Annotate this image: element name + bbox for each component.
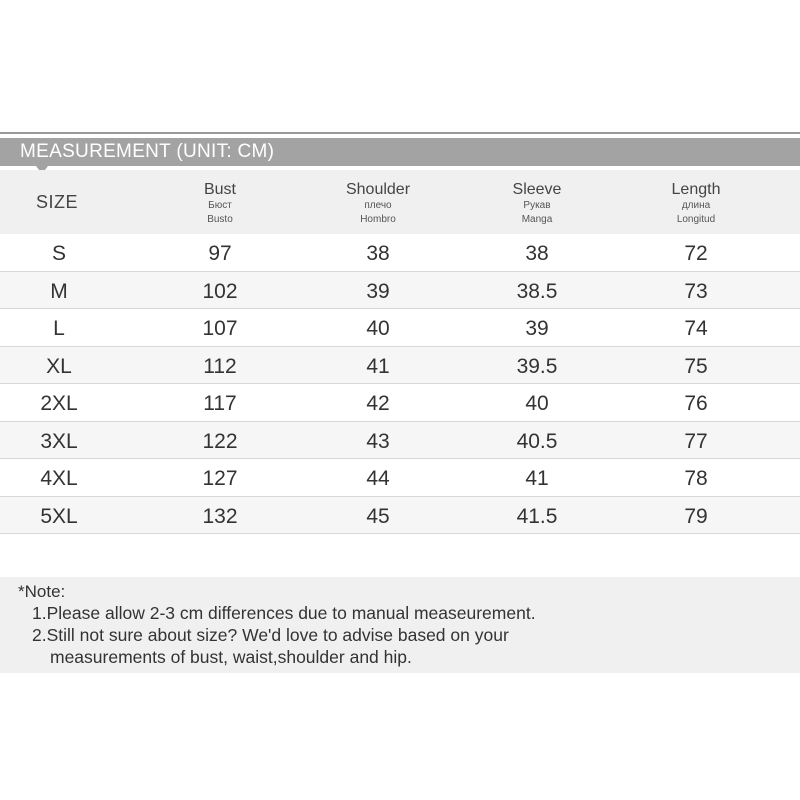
shoulder-header-es: Hombro xyxy=(360,214,396,225)
table-row xyxy=(0,309,800,347)
length-column-header xyxy=(636,181,756,227)
note-line-2: 2.Still not sure about size? We'd love to advise based on your xyxy=(32,625,509,645)
bust-cell: 107 xyxy=(202,317,238,340)
bust-cell: 117 xyxy=(203,392,237,415)
shoulder-header-ru: плечо xyxy=(364,200,392,211)
sleeve-header-es: Manga xyxy=(521,214,553,225)
notes-box xyxy=(0,577,800,673)
bust-header-es: Busto xyxy=(207,214,233,225)
note-line-1: 1.Please allow 2-3 cm differences due to manual measeurement. xyxy=(32,603,536,623)
table-row xyxy=(0,272,800,310)
sleeve-cell: 41.5 xyxy=(516,504,558,528)
table-row xyxy=(0,497,800,535)
table-row xyxy=(0,422,800,460)
bust-column-header xyxy=(160,181,280,227)
size-cell: 2XL xyxy=(40,392,78,415)
table-header-row xyxy=(0,170,800,234)
size-cell: 3XL xyxy=(40,429,78,453)
size-cell: 4XL xyxy=(40,467,78,490)
size-cell: 5XL xyxy=(40,504,78,528)
bust-cell: 97 xyxy=(208,242,232,265)
length-header-es: Longitud xyxy=(676,214,716,225)
shoulder-cell: 45 xyxy=(366,504,390,528)
bust-cell: 112 xyxy=(203,354,237,378)
shoulder-cell: 44 xyxy=(366,467,390,490)
shoulder-column-header xyxy=(318,181,438,227)
table-row xyxy=(0,234,800,272)
shoulder-cell: 41 xyxy=(366,354,390,378)
shoulder-cell: 38 xyxy=(366,242,390,265)
bust-cell: 122 xyxy=(202,429,238,453)
size-cell: XL xyxy=(46,354,72,378)
length-cell: 79 xyxy=(684,504,708,528)
length-header-ru: длина xyxy=(681,200,711,211)
length-cell: 76 xyxy=(684,392,708,415)
sleeve-header-en: Sleeve xyxy=(512,181,562,198)
bust-cell: 127 xyxy=(202,467,238,490)
sleeve-cell: 39.5 xyxy=(516,354,558,378)
length-cell: 77 xyxy=(684,429,708,453)
length-cell: 78 xyxy=(684,467,708,490)
sleeve-cell: 40.5 xyxy=(516,429,558,453)
size-column-header: SIZE xyxy=(35,192,78,212)
shoulder-cell: 42 xyxy=(366,392,390,415)
length-cell: 73 xyxy=(684,279,708,303)
size-cell: L xyxy=(53,317,65,340)
sleeve-cell: 39 xyxy=(525,317,549,340)
shoulder-cell: 39 xyxy=(366,279,390,303)
bust-header-ru: Бюст xyxy=(208,200,232,211)
table-row xyxy=(0,347,800,385)
measurement-title: MEASUREMENT (UNIT: CM) xyxy=(12,138,286,166)
shoulder-header-en: Shoulder xyxy=(345,181,411,198)
sleeve-cell: 38.5 xyxy=(516,279,558,303)
length-cell: 74 xyxy=(684,317,708,340)
note-line-3: measurements of bust, waist,shoulder and hip. xyxy=(50,647,412,667)
size-table xyxy=(0,170,800,534)
length-cell: 72 xyxy=(684,242,708,265)
note-title: *Note: xyxy=(18,582,66,601)
length-cell: 75 xyxy=(684,354,708,378)
bust-header-en: Bust xyxy=(203,181,236,198)
size-cell: M xyxy=(50,279,68,303)
sleeve-column-header xyxy=(477,181,597,227)
table-row xyxy=(0,384,800,422)
bust-cell: 102 xyxy=(202,279,238,303)
sleeve-cell: 40 xyxy=(525,392,549,415)
sleeve-cell: 41 xyxy=(525,467,549,490)
size-cell: S xyxy=(51,242,66,265)
sleeve-header-ru: Рукав xyxy=(523,200,551,211)
top-divider xyxy=(0,132,800,134)
sleeve-cell: 38 xyxy=(525,242,549,265)
length-header-en: Length xyxy=(671,181,721,198)
shoulder-cell: 43 xyxy=(366,429,390,453)
bust-cell: 132 xyxy=(202,504,238,528)
table-row xyxy=(0,459,800,497)
shoulder-cell: 40 xyxy=(366,317,390,340)
